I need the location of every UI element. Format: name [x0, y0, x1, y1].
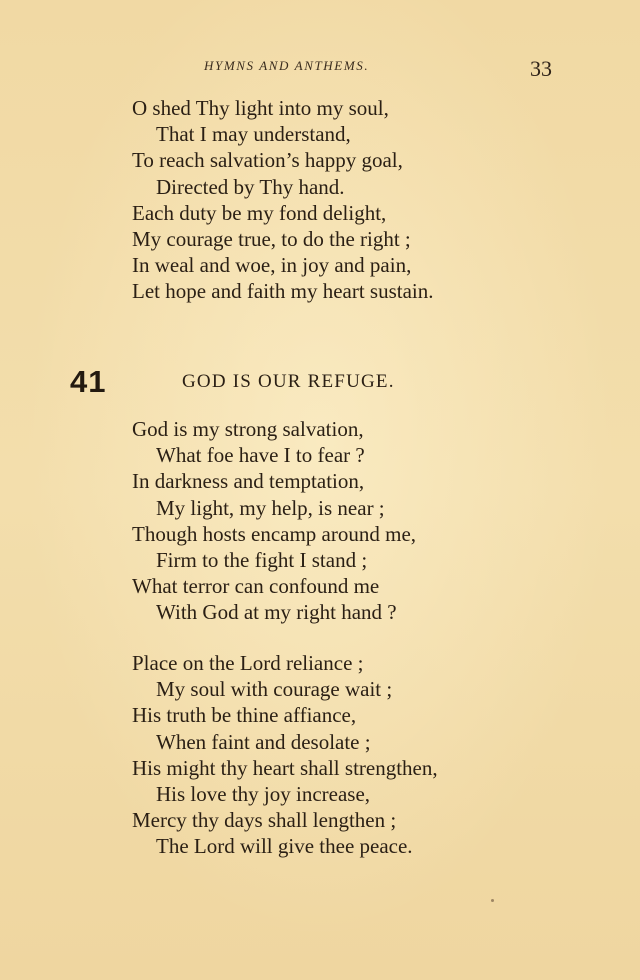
verse-line: Mercy thy days shall lengthen ;	[132, 808, 397, 833]
verse-line: My light, my help, is near ;	[156, 495, 385, 520]
verse-line: With God at my right hand ?	[156, 600, 397, 625]
verse-line: God is my strong salvation,	[132, 417, 364, 441]
paper-speck	[491, 899, 494, 902]
continued-stanza	[132, 95, 572, 305]
verse-line: What foe have I to fear ?	[156, 443, 365, 468]
verse-line: His love thy joy increase,	[156, 782, 371, 807]
running-title: HYMNS AND ANTHEMS.	[204, 58, 370, 73]
page-number: 33	[530, 56, 552, 81]
verse-line: In weal and woe, in joy and pain,	[132, 253, 412, 278]
verse-line: When faint and desolate ;	[156, 729, 371, 754]
hymn-stanza-2	[132, 650, 572, 860]
verse-line: My soul with courage wait ;	[156, 677, 393, 702]
verse-line: To reach salvation’s happy goal,	[132, 148, 403, 173]
verse-line: Firm to the fight I stand ;	[156, 548, 368, 573]
verse-line: That I may understand,	[156, 122, 351, 147]
hymn-number: 41	[70, 364, 107, 399]
verse-line: My courage true, to do the right ;	[132, 227, 411, 252]
hymn-stanza-1	[132, 416, 572, 626]
running-head	[0, 58, 640, 82]
verse-line: His truth be thine affiance,	[132, 703, 357, 728]
verse-line: Directed by Thy hand.	[156, 174, 345, 199]
verse-line: Let hope and faith my heart sustain.	[132, 279, 434, 304]
verse-line: In darkness and temptation,	[132, 469, 365, 494]
verse-line: Place on the Lord reliance ;	[132, 651, 364, 675]
verse-line: His might thy heart shall strengthen,	[132, 755, 438, 780]
verse-line: The Lord will give thee peace.	[156, 834, 413, 859]
verse-line: Though hosts encamp around me,	[132, 521, 417, 546]
hymn-title: GOD IS OUR REFUGE.	[182, 371, 395, 392]
verse-line: What terror can confound me	[132, 574, 380, 599]
verse-line: Each duty be my fond delight,	[132, 200, 387, 225]
verse-line: O shed Thy light into my soul,	[132, 96, 389, 120]
